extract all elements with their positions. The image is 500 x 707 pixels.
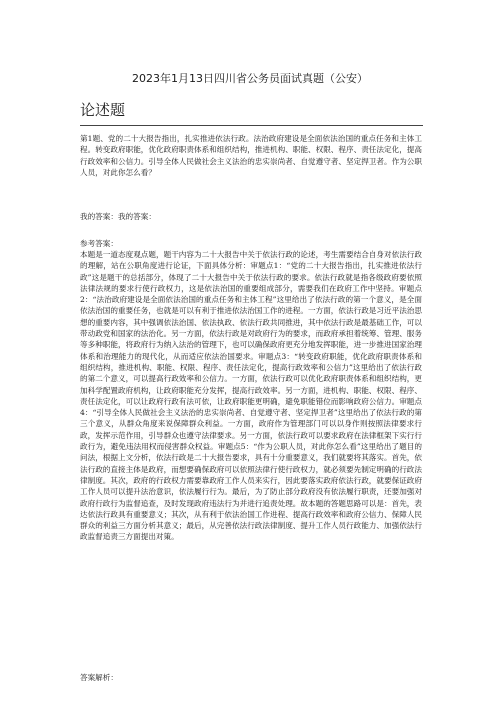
answer-analysis-label: 答案解析： — [80, 673, 118, 682]
question-paragraph: 第1题、党的二十大报告指出，扎实推进依法行政。法治政府建设是全面依法治国的重点任务和主体工程。转变政府职能，优化政府职责体系和组织结构，推进机构、职能、权限、程序、责任法定化，提高行政效率和公信力。引导全体人民做社会主义法治的忠实崇尚者、自觉遵守者、坚定捍卫者。作为公职人员，对此你怎么看？ — [80, 134, 422, 177]
document-title: 2023年1月13日四川省公务员面试真题（公安） — [132, 72, 368, 85]
section-heading: 论述题 — [80, 101, 126, 119]
heading-divider — [80, 125, 423, 126]
reference-answer-paragraph: 本题是一道态度观点题，题干内容为二十大报告中关于依法行政的论述，考生需要结合自身对依法行政的理解，站在公职角度进行论证，下面具体分析：审题点1：“党的二十大报告指出，扎实推进依法行政”这是题干的总括部分，体现了二十大报告中关于依法行政的要求。依法行政就是指各级政府要依照法律法规的要求行使行政权力，这是依法治国的重要组成部分，需要我们在政府工作中坚持。审题点2：“法治政府建设是全面依法治国的重点任务和主体工程”这里给出了依法行政的第一个意义，是全面依法治国的重要任务，也就是可以有利于推进依法治国工作的进程。一方面，依法行政是习近平法治思想的重要内容，其中强调依法治国、依法执政、依法行政共同推进，其中依法行政是最基础工作，可以带动政党和国家的法治化。另一方面，依法行政是对政府行为的要求，而政府承担着统筹、管理、服务等多种职能，将政府行为纳入法治的管理下，也可以确保政府更充分地发挥职能，进一步推进国家治理体系和治理能力的现代化，从而适应依法治国要求。审题点3：“转变政府职能，优化政府职责体系和组织结构，推进机构、职能、权限、程序、责任法定化，提高行政效率和公信力”这里给出了依法行政的第二个意义，可以提高行政效率和公信力。一方面，依法行政可以优化政府职责体系和组织结构，更加科学配置政府机构，让政府职能充分发挥，提高行政效率。另一方面，进机构、职能、权限、程序、责任法定化，可以让政府行政有法可依，让政府职能更明确，避免职能错位而影响政府公信力。审题点4：“引导全体人民做社会主义法治的忠实崇尚者、自觉遵守者、坚定捍卫者”这里给出了依法行政的第三个意义，从群众角度来说保障群众利益。一方面，政府作为管理部门可以以身作则按照法律要求行政，发挥示范作用，引导群众也遵守法律要求。另一方面，依法行政可以要求政府在法律框架下实行行政行为，避免违法用权而侵害群众权益。审题点5：“作为公职人员，对此你怎么看”这里给出了题目的问法，根据上文分析，依法行政是二十大报告要求，具有十分重要意义，我们就要将其落实。首先，依法行政的直接主体是政府，而想要确保政府可以依照法律行使行政权力，就必须要先制定明确的行政法律制度。其次，政府的行政权力需要靠政府工作人员来实行，因此要落实政府依法行政，就要保证政府工作人员可以提升法治意识，依法履行行为。最后，为了防止部分政府没有依法履行职责，还要加强对政府行政行为监督追查，及时发现政府违法行为并进行追责处理。故本题的答题思路可以是：首先，表达依法行政具有重要意义；其次，从有利于依法治国工作进程、提高行政效率和政府公信力、保障人民群众的利益三方面分析其意义；最后，从完善依法行政法律制度、提升工作人员行政能力、加强依法行政监督追责三方面提出对策。 — [80, 250, 422, 542]
my-answer-line: 我的答案：我的答案： — [80, 212, 156, 221]
reference-answer-label: 参考答案： — [80, 239, 118, 248]
